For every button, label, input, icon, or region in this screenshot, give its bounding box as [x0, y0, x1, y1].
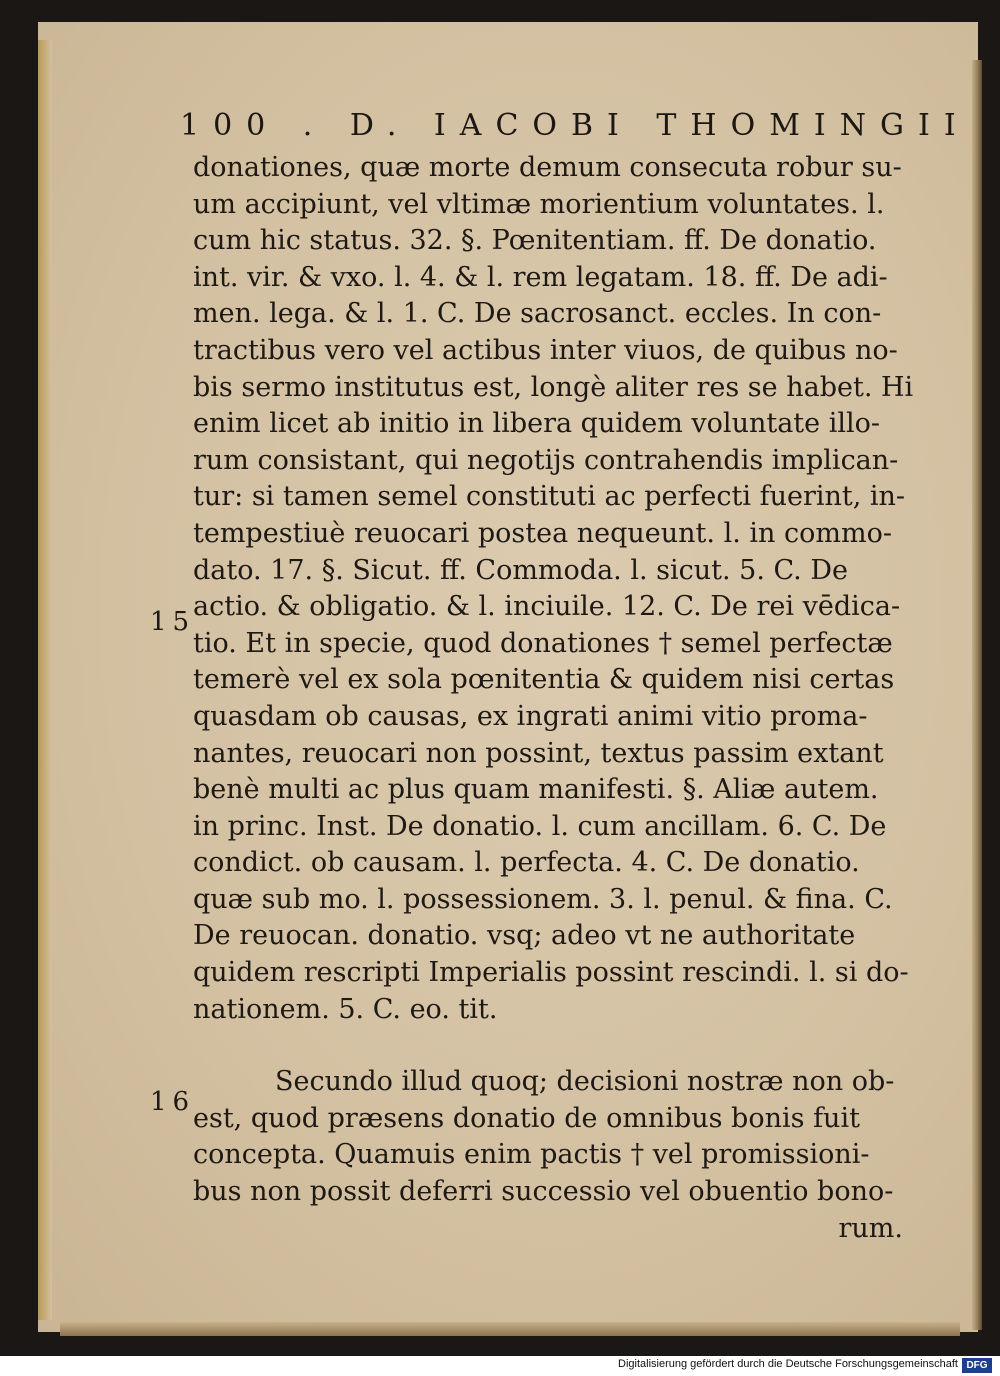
text-line: donationes, quæ morte demum consecuta robur su- [193, 152, 902, 183]
running-head: 100 . D. IACOBI THOMINGII [180, 108, 970, 143]
text-line: dato. 17. §. Sicut. ff. Commoda. l. sicut. 5. C. De [193, 554, 848, 586]
text-line: nantes, reuocari non possint, textus passim extant [193, 737, 884, 769]
dfg-logo-icon: DFG [962, 1358, 992, 1373]
text-line: concepta. Quamuis enim pactis † vel promissioni- [193, 1139, 870, 1171]
text-line: nationem. 5. C. eo. tit. [193, 993, 498, 1025]
page-bottom-edge [60, 1322, 960, 1336]
text-line: enim licet ab initio in libera quidem voluntate illo- [193, 408, 880, 440]
margin-number: 16 [150, 1087, 196, 1117]
text-line: tempestiuè reuocari postea nequeunt. l. in commo- [193, 517, 892, 549]
text-line: in princ. Inst. De donatio. l. cum ancillam. 6. C. De [193, 810, 887, 842]
text-line: condict. ob causam. l. perfecta. 4. C. De donatio. [193, 847, 860, 879]
text-line: um accipiunt, vel vltimæ morientium voluntates. l. [193, 188, 885, 220]
body-text [193, 150, 913, 1247]
text-line: bus non possit deferri successio vel obuentio bono- [193, 1176, 894, 1208]
footer-bar [0, 1356, 1000, 1376]
text-line: quidem rescripti Imperialis possint rescindi. l. si do- [193, 957, 909, 989]
text-line: bis sermo institutus est, longè aliter res se habet. Hi [193, 371, 914, 403]
text-line: tractibus vero vel actibus inter viuos, de quibus no- [193, 334, 898, 366]
text-line: est, quod præsens donatio de omnibus bonis fuit [193, 1102, 860, 1134]
text-line: quæ sub mo. l. possessionem. 3. l. penul. & fina. C. [193, 883, 893, 915]
catchword: rum. [838, 1212, 903, 1244]
text-line: Secundo illud quoq; decisioni nostræ non ob- [275, 1066, 895, 1098]
text-line: tur: si tamen semel constituti ac perfecti fuerint, in- [193, 481, 906, 513]
text-line: benè multi ac plus quam manifesti. §. Aliæ autem. [193, 774, 879, 806]
footer-credit: Digitalisierung gefördert durch die Deutsche Forschungsgemeinschaft [618, 1358, 958, 1370]
text-line: tio. Et in specie, quod donationes † semel perfectæ [193, 627, 893, 659]
text-line: int. vir. & vxo. l. 4. & l. rem legatam. 18. ff. De adi- [193, 261, 888, 293]
text-line: quasdam ob causas, ex ingrati animi vitio proma- [193, 700, 868, 732]
text-line: cum hic status. 32. §. Pœnitentiam. ff. De donatio. [193, 225, 877, 257]
text-line: men. lega. & l. 1. C. De sacrosanct. eccles. In con- [193, 298, 882, 330]
page-fore-edge [972, 60, 982, 1330]
text-line: rum consistant, qui negotijs contrahendis implican- [193, 444, 899, 476]
text-line: De reuocan. donatio. vsq; adeo vt ne authoritate [193, 920, 856, 952]
text-line: temerè vel ex sola pœnitentia & quidem nisi certas [193, 664, 895, 696]
page-gutter-edge [38, 40, 52, 1320]
text-line: actio. & obligatio. & l. inciuile. 12. C. De rei vēdica- [193, 591, 901, 623]
margin-number: 15 [150, 607, 196, 637]
paragraph-gap [193, 1028, 913, 1064]
